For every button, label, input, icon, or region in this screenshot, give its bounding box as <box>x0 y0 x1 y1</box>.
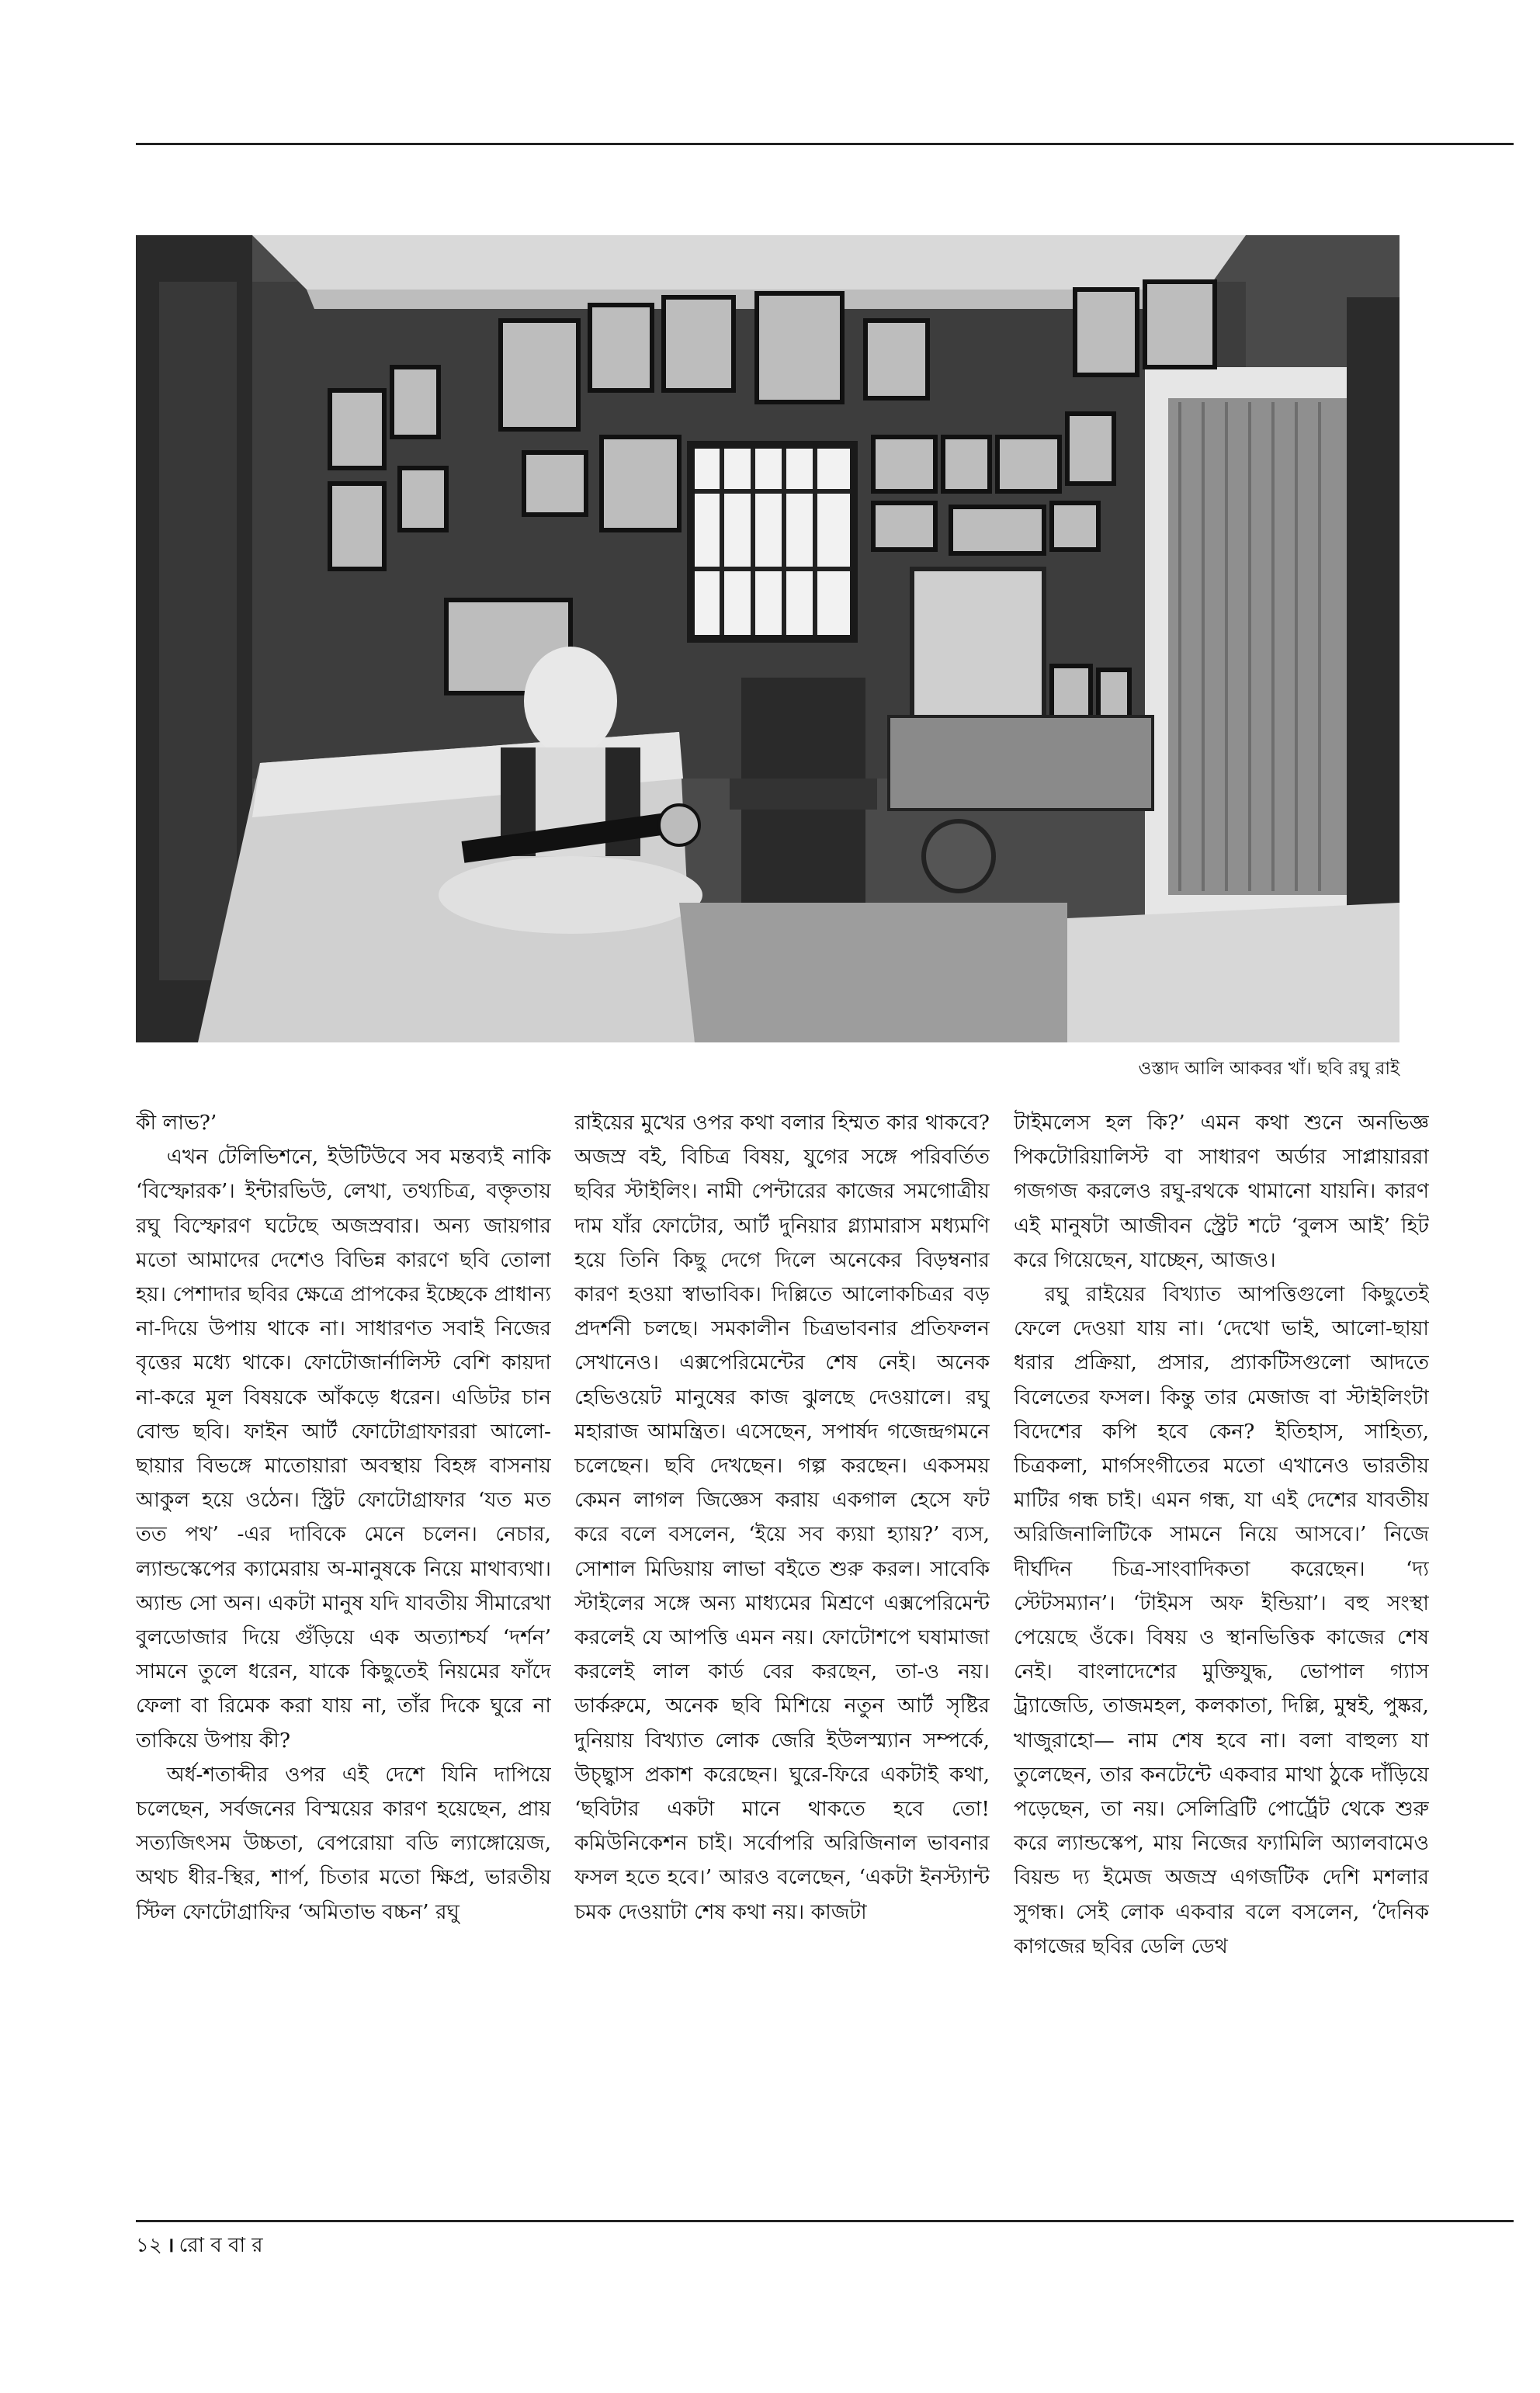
article-column-1 <box>136 1106 551 2208</box>
page-footer <box>136 2232 263 2259</box>
bottom-rule <box>136 2220 1514 2222</box>
photo-illustration <box>136 235 1400 1042</box>
paragraph: রঘু রাইয়ের বিখ্যাত আপত্তিগুলো কিছুতেই ফেলে দেওয়া যায় না। ‘দেখো ভাই, আলো-ছায়া ধরার প্রক্রিয়া, প্রসার, প্র্যাকটিসগুলো আদতে বিলেতের ফসল। কিন্তু তার মেজাজ বা স্টাইলিংটা বিদেশের কপি হবে কেন? ইতিহাস, সাহিত্য, চিত্রকলা, মার্গসংগীতের মতো এখানেও ভারতীয় মাটির গন্ধ চাই। এমন গন্ধ, যা এই দেশের যাবতীয় অরিজিনালিটিকে সামনে নিয়ে আসবে।’ নিজে দীর্ঘদিন চিত্র-সাংবাদিকতা করেছেন। ‘দ্য স্টেটসম্যান’। ‘টাইমস অফ ইন্ডিয়া’। বহু সংস্থা পেয়েছে ওঁকে। বিষয় ও স্থানভিত্তিক কাজের শেষ নেই। বাংলাদেশের মুক্তিযুদ্ধ, ভোপাল গ্যাস ট্র্যাজেডি, তাজমহল, কলকাতা, দিল্লি, মুম্বই, পুষ্কর, খাজুরাহো— নাম শেষ হবে না। বলা বাহুল্য যা তুলেছেন, তার কনটেন্টে একবার মাথা ঠুকে দাঁড়িয়ে পড়েছেন, তা নয়। সেলিব্রিটি পোর্ট্রেট থেকে শুরু করে ল্যান্ডস্কেপ, মায় নিজের ফ্যামিলি অ্যালবামেও বিয়ন্ড দ্য ইমেজ অজস্র এগজটিক দেশি মশলার সুগন্ধ। সেই লোক একবার বলে বসলেন, ‘দৈনিক কাগজের ছবির ডেলি ডেথ <box>1014 1282 1429 1958</box>
top-rule <box>136 143 1514 145</box>
page-number: ১২ <box>136 2234 162 2257</box>
paragraph: রাইয়ের মুখের ওপর কথা বলার হিম্মত কার থাকবে? অজস্র বই, বিচিত্র বিষয়, যুগের সঙ্গে পরিবর্তিত ছবির স্টাইলিং। নামী পেন্টারের কাজের সমগোত্রীয় দাম যাঁর ফোটোর, আর্ট দুনিয়ার গ্ল্যামারাস মধ্যমণি হয়ে তিনি কিছু দেগে দিলে অনেকের বিড়ম্বনার কারণ হওয়া স্বাভাবিক। দিল্লিতে আলোকচিত্রর বড় প্রদর্শনী চলছে। সমকালীন চিত্রভাবনার প্রতিফলন সেখানেও। এক্সপেরিমেন্টের শেষ নেই। অনেক হেভিওয়েট মানুষের কাজ ঝুলছে দেওয়ালে। রঘু মহারাজ আমন্ত্রিত। এসেছেন, সপার্ষদ গজেন্দ্রগমনে চলেছেন। ছবি দেখছেন। গল্প করছেন। একসময় কেমন লাগল জিজ্ঞেস করায় একগাল হেসে ফট করে বলে বসলেন, ‘ইয়ে সব ক্যয়া হ্যায়?’ ব্যস, সোশাল মিডিয়ায় লাভা বইতে শুরু করল। সাবেকি স্টাইলের সঙ্গে অন্য মাধ্যমের মিশ্রণে এক্সপেরিমেন্ট করলেই যে আপত্তি এমন নয়। ফোটোশপে ঘষামাজা করলেই লাল কার্ড বের করছেন, তা-ও নয়। ডার্করুমে, অনেক ছবি মিশিয়ে নতুন আর্ট সৃষ্টির দুনিয়ায় বিখ্যাত লোক জেরি ইউলস্ম্যান সম্পর্কে, উচ্ছ্বাস প্রকাশ করেছেন। ঘুরে-ফিরে একটাই কথা, ‘ছবিটার একটা মানে থাকতে হবে তো! কমিউনিকেশন চাই। সর্বোপরি অরিজিনাল ভাবনার ফসল হতে হবে।’ আরও বলেছেন, ‘একটা ইনস্ট্যান্ট চমক দেওয়াটা শেষ কথা নয়। কাজটা <box>574 1111 990 1924</box>
footer-separator: । <box>166 2234 175 2257</box>
photo-caption: ওস্তাদ আলি আকবর খাঁ। ছবি রঘু রাই <box>1138 1059 1400 1079</box>
paragraph: টাইমলেস হল কি?’ এমন কথা শুনে অনভিজ্ঞ পিকটোরিয়ালিস্ট বা সাধারণ অর্ডার সাপ্লায়াররা গজগজ করলেও রঘু-রথকে থামানো যায়নি। কারণ এই মানুষটা আজীবন স্ট্রেট শটে ‘বুলস আই’ হিট করে গিয়েছেন, যাচ্ছেন, আজও। <box>1014 1111 1429 1272</box>
paragraph: কী লাভ?’ <box>136 1111 217 1135</box>
article-column-3 <box>1014 1106 1429 2208</box>
article-column-2 <box>574 1106 990 2208</box>
photo-ali-akbar-khan <box>136 235 1400 1042</box>
magazine-name: রো ব বা র <box>179 2234 263 2257</box>
paragraph: অর্ধ-শতাব্দীর ওপর এই দেশে যিনি দাপিয়ে চলেছেন, সর্বজনের বিস্ময়ের কারণ হয়েছেন, প্রায় সত্যজিৎসম উচ্চতা, বেপরোয়া বডি ল্যাঙ্গোয়েজ, অথচ ধীর-স্থির, শার্প, চিতার মতো ক্ষিপ্র, ভারতীয় স্টিল ফোটোগ্রাফির ‘অমিতাভ বচ্চন’ রঘু <box>136 1762 551 1924</box>
paragraph: এখন টেলিভিশনে, ইউটিউবে সব মন্তব্যই নাকি ‘বিস্ফোরক’। ইন্টারভিউ, লেখা, তথ্যচিত্র, বক্তৃতায় রঘু বিস্ফোরণ ঘটেছে অজস্রবার। অন্য জায়গার মতো আমাদের দেশেও বিভিন্ন কারণে ছবি তোলা হয়। পেশাদার ছবির ক্ষেত্রে প্রাপকের ইচ্ছেকে প্রাধান্য না-দিয়ে উপায় থাকে না। সাধারণত সবাই নিজের বৃত্তের মধ্যে থাকে। ফোটোজার্নালিস্ট বেশি কায়দা না-করে মূল বিষয়কে আঁকড়ে ধরেন। এডিটর চান বোল্ড ছবি। ফাইন আর্ট ফোটোগ্রাফাররা আলো-ছায়ার বিভঙ্গে মাতোয়ারা অবস্থায় বিহঙ্গ বাসনায় আকুল হয়ে ওঠেন। স্ট্রিট ফোটোগ্রাফার ‘যত মত তত পথ’ -এর দাবিকে মেনে চলেন। নেচার, ল্যান্ডস্কেপের ক্যামেরায় অ-মানুষকে নিয়ে মাথাব্যথা। অ্যান্ড সো অন। একটা মানুষ যদি যাবতীয় সীমারেখা বুলডোজার দিয়ে গুঁড়িয়ে এক অত্যাশ্চর্য ‘দর্শন’ সামনে তুলে ধরেন, যাকে কিছুতেই নিয়মের ফাঁদে ফেলা বা রিমেক করা যায় না, তাঁর দিকে ঘুরে না তাকিয়ে উপায় কী? <box>136 1145 551 1753</box>
